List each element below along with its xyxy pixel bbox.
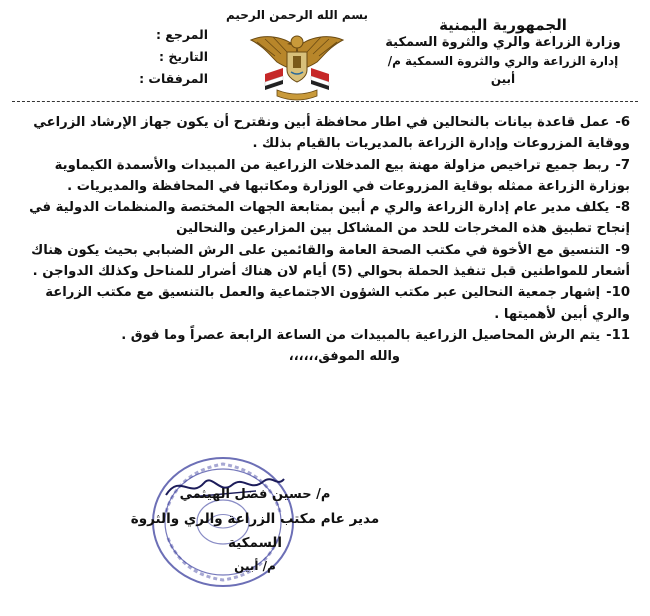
item-line: ووقاية المزروعات وإدارة الزراعة بالمديريات بالقيام بذلك . xyxy=(252,136,630,152)
department-name: إدارة الزراعة والري والثروة السمكية م/ أبين xyxy=(387,54,619,86)
country-name: الجمهورية اليمنية xyxy=(439,16,567,34)
item-line: بوزارة الزراعة ممثله بوقاية المزروعات في الوزارة ومكاتبها في المحافظة والمديريات . xyxy=(67,178,630,194)
yemen-eagle-emblem-icon xyxy=(247,26,347,102)
header-divider xyxy=(12,101,638,102)
item-number: 7- xyxy=(615,157,630,173)
item-line: إشهار جمعية النحالين عبر مكتب الشؤون الاجتماعية والعمل بالتنسيق مع مكتب الزراعة xyxy=(45,285,601,301)
item-number: 10- xyxy=(606,285,630,301)
closing-phrase: والله الموفق،،،،،، xyxy=(288,349,400,365)
item-line: والري أبين لأهميتها . xyxy=(494,306,630,322)
item-line: التنسيق مع الأخوة في مكتب الصحة العامة والقائمين على الرش الضبابي بحيث يكون هناك xyxy=(31,242,610,258)
signatory-title: مدير عام مكتب الزراعة والري والثروة السمكية xyxy=(130,511,380,551)
ministry-name: وزارة الزراعة والري والثروة السمكية xyxy=(385,35,621,50)
letter-body xyxy=(20,112,630,368)
attachments-label: المرفقات : xyxy=(139,71,208,86)
list-item xyxy=(20,112,630,155)
item-number: 6- xyxy=(615,115,630,130)
letterhead-left xyxy=(118,24,208,90)
item-line: إنجاح تطبيق هذه المخرجات للحد من المشاكل بين المزارعين والنحالين xyxy=(176,221,630,237)
letterhead-right xyxy=(378,16,628,88)
item-line: يكلف مدير عام إدارة الزراعة والري م أبين بمتابعة الجهات المختصة والمنظمات الدولية في xyxy=(29,200,610,216)
signature-block xyxy=(110,483,400,577)
signatory-place: م/ أبين xyxy=(234,559,276,573)
item-line: عمل قاعدة بيانات بالنحالين في اطار محافظة أبين ونقترح أن يكون جهاز الإرشاد الزراعي xyxy=(33,115,610,130)
signatory-name: م/ حسين فضل الهيثمي xyxy=(179,487,331,502)
list-item xyxy=(20,197,630,240)
item-line: أشعار للمواطنين قبل تنفيذ الحملة بحوالي (5) أيام لان هناك أضرار للمناحل وكذلك الدواجن . xyxy=(32,264,630,280)
list-item xyxy=(20,282,630,325)
date-label: التاريخ : xyxy=(158,49,208,64)
letterhead-emblem xyxy=(222,8,372,102)
item-number: 11- xyxy=(606,327,630,343)
list-item xyxy=(20,325,630,346)
item-line: ربط جميع تراخيص مزاولة مهنة بيع المدخلات الزراعية من المبيدات والأسمدة الكيماوية xyxy=(54,157,610,173)
basmala: بسم الله الرحمن الرحيم xyxy=(225,8,369,22)
item-number: 9- xyxy=(615,242,630,258)
item-number: 8- xyxy=(615,200,630,216)
list-item xyxy=(20,155,630,198)
reference-label: المرجع : xyxy=(155,27,208,42)
item-line: يتم الرش المحاصيل الزراعية بالمبيدات من الساعة الرابعة عصراً وما فوق . xyxy=(121,327,601,343)
list-item xyxy=(20,240,630,283)
